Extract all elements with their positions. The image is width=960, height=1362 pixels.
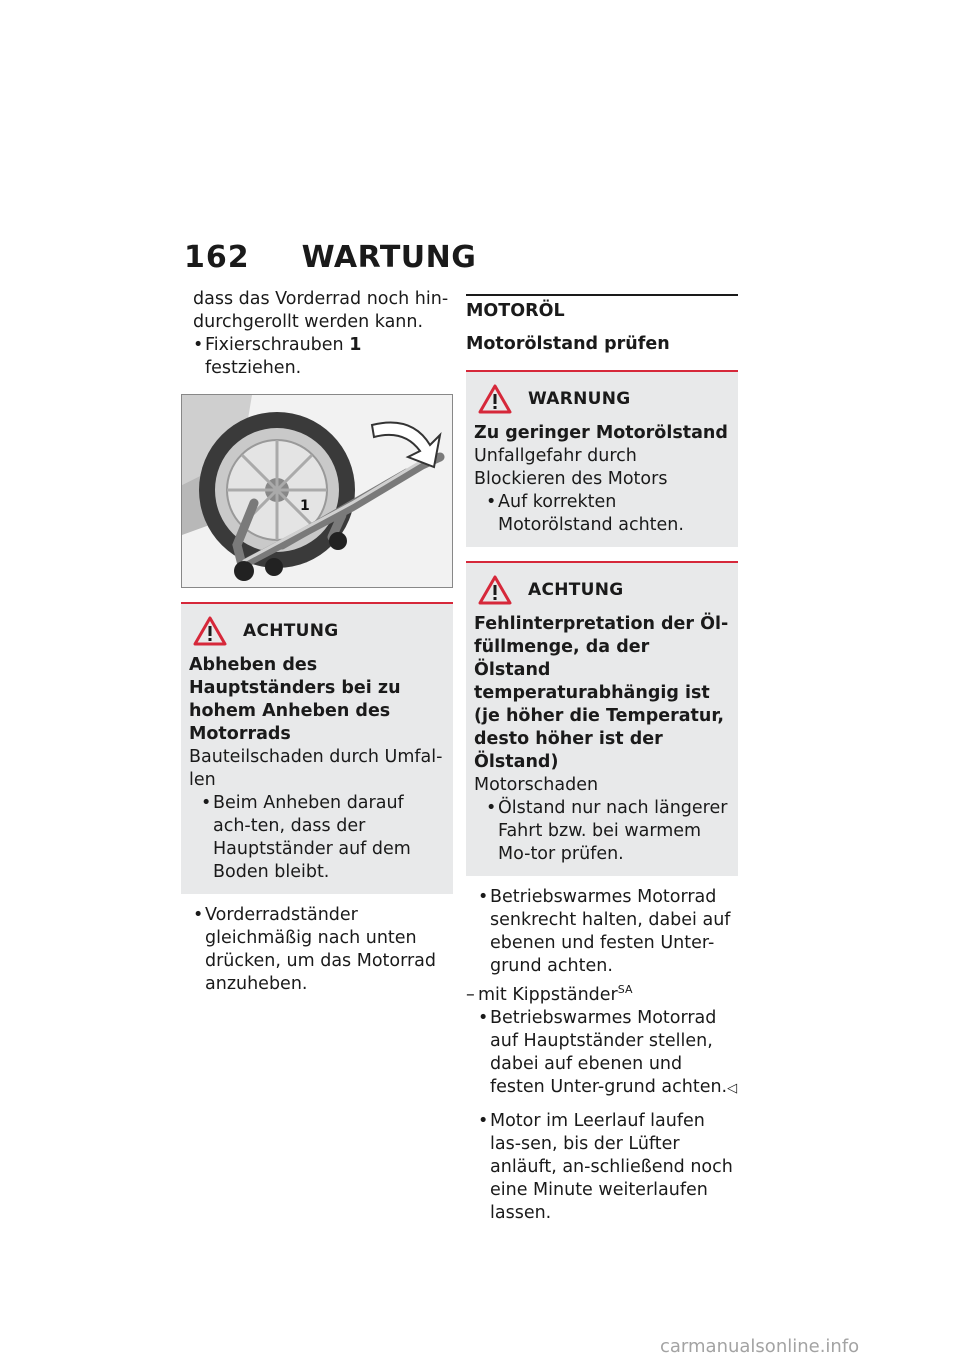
notice-consequence: Unfallgefahr durch Blockieren des Motors [474,446,668,489]
left-column [181,288,453,996]
figure-callout-1: 1 [300,498,310,514]
notice-cause: Zu geringer Motorölstand [474,423,728,443]
condition-tilt-stand: – mit Kippständer$^{SA}$ [466,978,738,1007]
step-hold-upright: • Betriebswarmes Motorrad senkrecht halten, dabei auf ebenen und festen Unter-grund achten. [466,886,738,978]
section-rule [466,294,738,296]
right-column [466,288,738,1225]
sa-superscript: SA [617,983,633,996]
notice-action: • Beim Anheben darauf ach-ten, dass der Hauptständer auf dem Boden bleibt. [189,792,445,884]
step-main-stand: • Betriebswarmes Motorrad auf Hauptständer stellen, dabei auf ebenen und festen Unter-grund achten.◁ [466,1007,738,1100]
subsection-title: Motorölstand prüfen [466,334,670,354]
notice-cause: Fehlinterpretation der Öl-füllmenge, da der Ölstand temperaturabhängig ist (je höher die Temperatur, desto höher ist der Ölstand) [474,614,729,772]
caution-notice [181,602,453,894]
notice-consequence: Motorschaden [474,775,599,795]
notice-consequence: Bauteilschaden durch Umfal-len [189,747,443,790]
section-title: MOTORÖL [466,301,565,321]
continued-text-line-1: dass das Vorderrad noch hin- [193,289,449,309]
step-tighten-screws: • Fixierschrauben 1 festziehen. [181,334,453,380]
front-wheel-stand-illustration [181,394,453,588]
caution-notice-oil [466,561,738,876]
chapter-title: WARTUNG [301,240,477,275]
notice-title: WARNUNG [528,388,631,409]
notice-action: • Ölstand nur nach längerer Fahrt bzw. bei warmem Mo-tor prüfen. [474,797,730,866]
end-of-condition-icon: ◁ [727,1080,738,1096]
page-header [184,240,476,275]
callout-number: 1 [349,335,362,355]
notice-cause: Abheben des Hauptständers bei zu hohem Anheben des Motorrads [189,655,401,744]
step-run-engine: • Motor im Leerlauf laufen las-sen, bis der Lüfter anläuft, an-schließend noch eine Minute weiterlaufen lassen. [466,1110,738,1225]
page-number: 162 [184,240,250,275]
step-press-stand: • Vorderradständer gleichmäßig nach unten drücken, um das Motorrad anzuheben. [181,904,453,996]
warning-triangle-icon [478,575,512,605]
watermark: carmanualsonline.info [660,1336,860,1357]
notice-title: ACHTUNG [528,579,624,600]
continued-text-line-2: durchgerollt werden kann. [193,312,424,332]
warning-notice [466,370,738,547]
warning-triangle-icon [478,384,512,414]
notice-title: ACHTUNG [243,620,339,641]
stand-illustration-svg [182,395,452,587]
notice-action: • Auf korrekten Motorölstand achten. [474,491,730,537]
warning-triangle-icon [193,616,227,646]
